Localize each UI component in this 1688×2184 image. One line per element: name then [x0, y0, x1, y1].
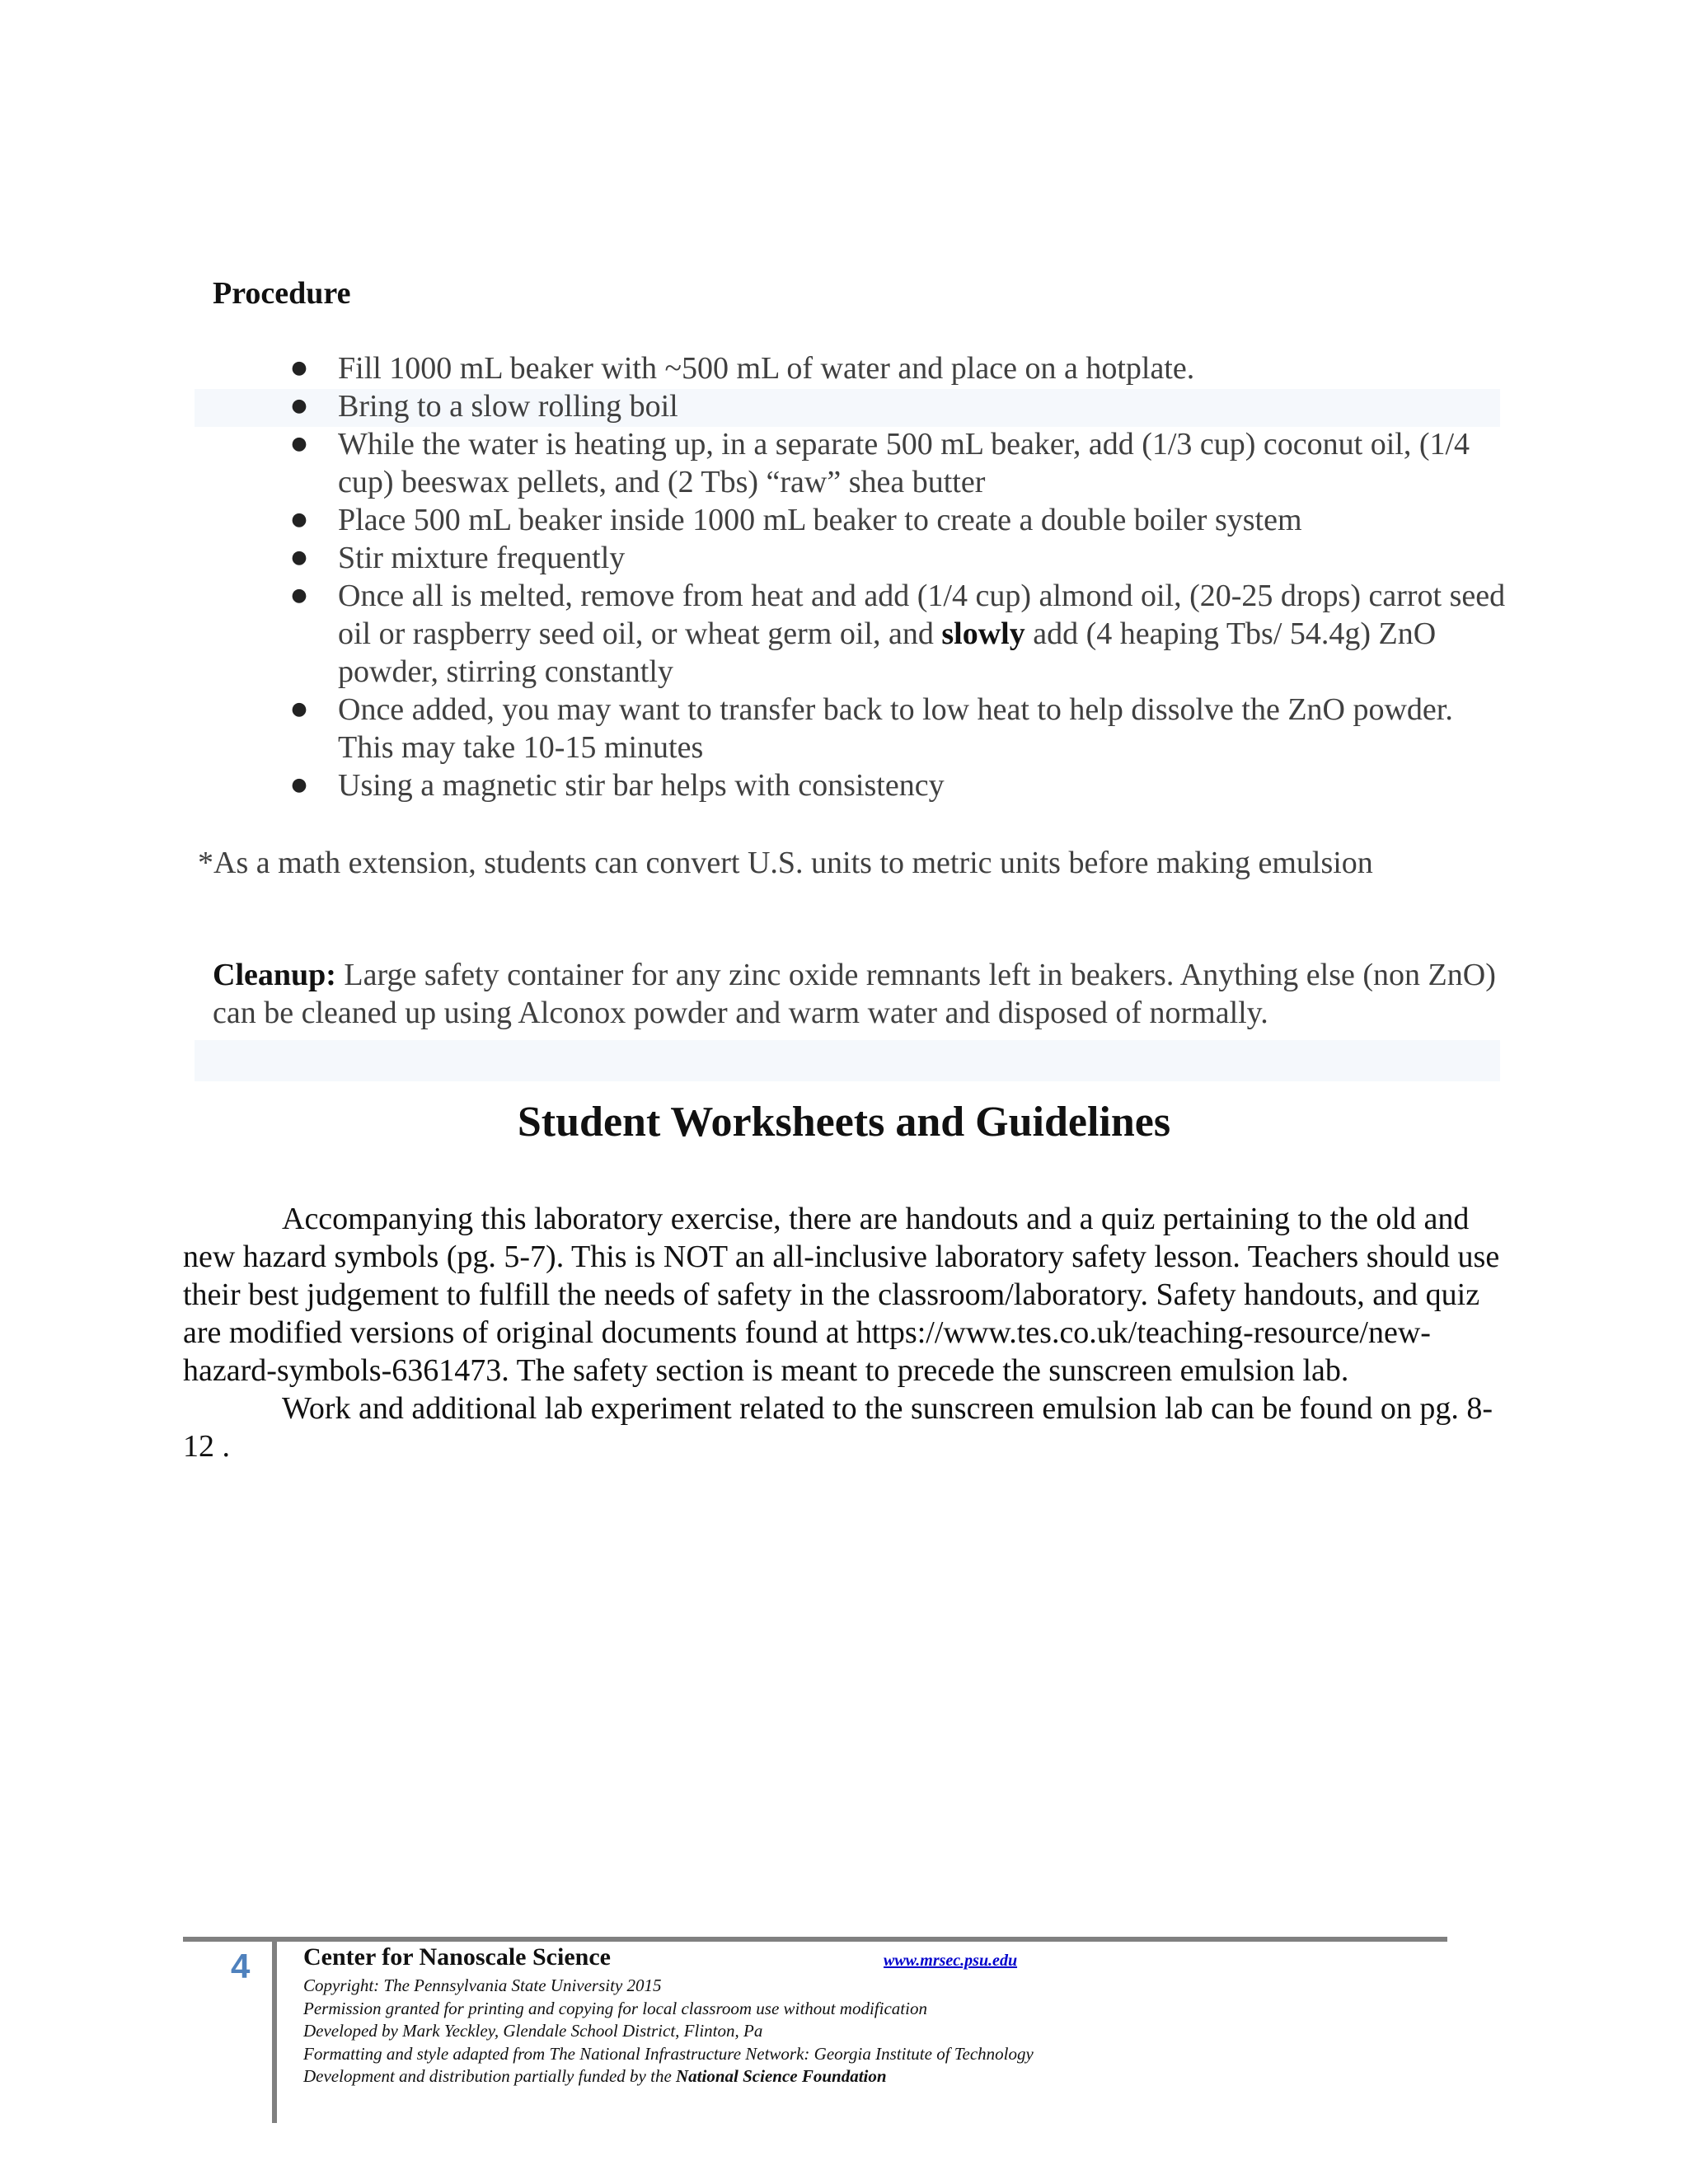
footer-website-link[interactable]: www.mrsec.psu.edu [884, 1952, 1018, 1970]
footer-line: Copyright: The Pennsylvania State University 2015 [303, 1975, 662, 1995]
bullet-icon: ● [291, 585, 307, 606]
list-item: ● Fill 1000 mL beaker with ~500 mL of water and place on a hotplate. [287, 349, 1507, 387]
bullet-icon: ● [291, 358, 307, 378]
bullet-icon: ● [291, 547, 307, 568]
list-item: ● Stir mixture frequently [287, 539, 1507, 577]
footer-line: Permission granted for printing and copying for local classroom use without modification [303, 1998, 927, 2018]
body-paragraph: Accompanying this laboratory exercise, there are handouts and a quiz pertaining to the old and new hazard symbols (pg. 5-7). This is NOT an all-inclusive laboratory safety lesson. Teachers should use their best judgement to fulfill the needs of safety in the classroom/laboratory. Safety handouts, and quiz are modified versions of original documents found at https://www.tes.co.uk/teaching-resource/new-hazard-symbols-6361473. The safety section is meant to precede the sunscreen emulsion lab. [183, 1202, 1500, 1388]
footer-credits [303, 1975, 1540, 2088]
footer-vertical-divider [272, 1942, 277, 2123]
procedure-heading: Procedure [213, 276, 351, 311]
bullet-icon: ● [291, 434, 307, 454]
math-extension-note: *As a math extension, students can convert U.S. units to metric units before making emulsion [198, 846, 1373, 880]
section-title: Student Worksheets and Guidelines [517, 1099, 1171, 1146]
footer-divider [183, 1937, 1447, 1942]
funding-org: National Science Foundation [676, 2066, 887, 2086]
procedure-list [287, 349, 1507, 804]
cleanup-paragraph [213, 956, 1515, 1032]
list-item: ● Using a magnetic stir bar helps with consistency [287, 766, 1507, 804]
bullet-icon: ● [291, 699, 307, 719]
section-body [183, 1200, 1502, 1465]
cleanup-label: Cleanup: [213, 958, 336, 992]
footer-line: Developed by Mark Yeckley, Glendale School District, Flinton, Pa [303, 2021, 763, 2041]
list-item: ● Once all is melted, remove from heat and add (1/4 cup) almond oil, (20-25 drops) carrot seed oil or raspberry seed oil, or wheat germ oil, and slowly add (4 heaping Tbs/ 54.4g) ZnO powder, stirring constantly [287, 577, 1507, 691]
bullet-icon: ● [291, 775, 307, 795]
list-item: ● Bring to a slow rolling boil [287, 387, 1507, 425]
footer-line: Formatting and style adapted from The National Infrastructure Network: Georgia Institute of Technology [303, 2043, 1034, 2064]
list-item: ● Once added, you may want to transfer back to low heat to help dissolve the ZnO powder. This may take 10-15 minutes [287, 691, 1507, 766]
list-item: ● While the water is heating up, in a separate 500 mL beaker, add (1/3 cup) coconut oil, (1/4 cup) beeswax pellets, and (2 Tbs) “raw” shea butter [287, 425, 1507, 501]
footer-org-name: Center for Nanoscale Science [303, 1943, 611, 1971]
page-number: 4 [231, 1947, 251, 1985]
bullet-icon: ● [291, 396, 307, 416]
list-item: ● Place 500 mL beaker inside 1000 mL beaker to create a double boiler system [287, 501, 1507, 539]
footer-line: Development and distribution partially funded by the National Science Foundation [303, 2066, 887, 2086]
bullet-icon: ● [291, 509, 307, 530]
highlight-band [195, 1040, 1500, 1081]
cleanup-text: Large safety container for any zinc oxide remnants left in beakers. Anything else (non ZnO) can be cleaned up using Alconox powder and warm water and disposed of normally. [213, 958, 1496, 1030]
body-paragraph: Work and additional lab experiment related to the sunscreen emulsion lab can be found on pg. 8-12 . [183, 1391, 1493, 1464]
